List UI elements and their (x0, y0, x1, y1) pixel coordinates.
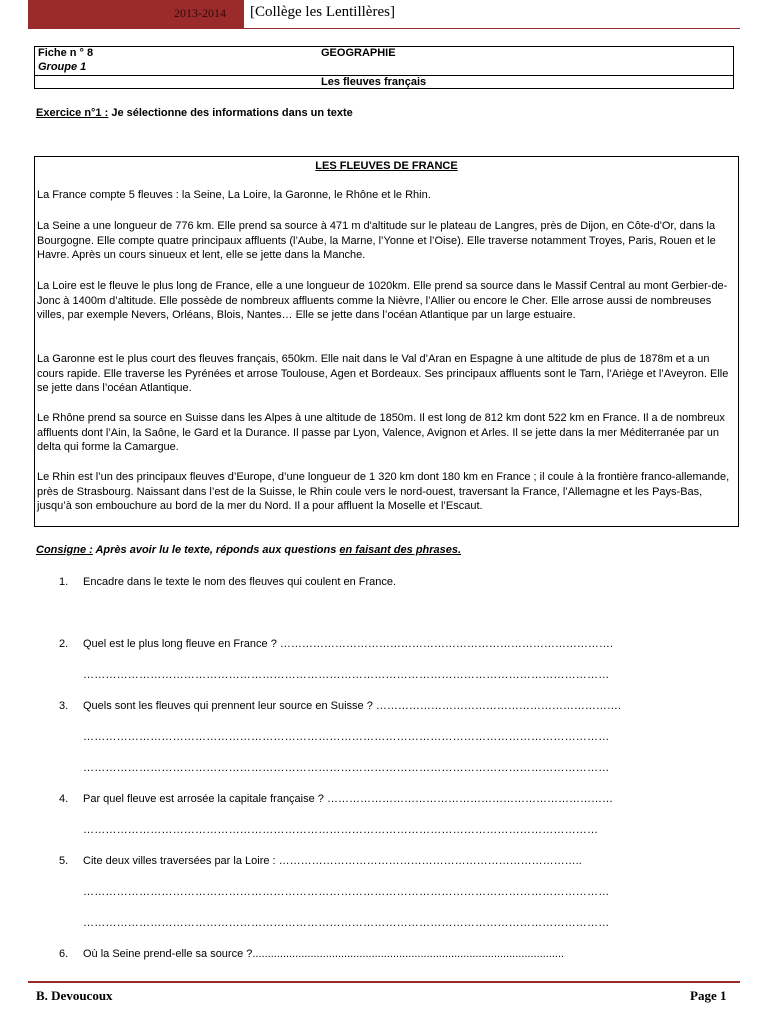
answer-line[interactable]: …………………………………………………………………………………………………………………………… (83, 917, 610, 929)
footer-author: B. Devoucoux (36, 988, 113, 1003)
instruction-text: Après avoir lu le texte, réponds aux questions (92, 544, 340, 556)
topic-title: Les fleuves français (321, 76, 427, 88)
instruction-label: Consigne : (36, 544, 93, 556)
group-label: Groupe 1 (38, 61, 87, 73)
exercise-label: Exercice n°1 : (36, 107, 109, 119)
paragraph-intro: La France compte 5 fleuves : la Seine, La Loire, la Garonne, le Rhône et le Rhin. (37, 189, 431, 201)
question-text[interactable]: Par quel fleuve est arrosée la capitale française ? …………………………………………………………………… (83, 793, 613, 805)
school-year: 2013-2014 (174, 6, 226, 20)
answer-line[interactable]: …………………………………………………………………………………………………………………………… (83, 731, 610, 743)
question-number: 1. (59, 576, 69, 588)
instruction-emphasis: en faisant des phrases. (339, 544, 462, 556)
paragraph-seine: La Seine a une longueur de 776 km. Elle prend sa source à 471 m d'altitude sur le plateau de Langres, près de Dijon, en Côte-d'Or, dans la Bourgogne. Elle compte quatre principaux affluents (l’Aube, la Marne, l’Yonne et l’Oise). Elle traverse notamment Troyes, Paris, Rouen et le Havre. Après un cours sinueux et lent, elle se jette dans la Manche. (37, 220, 716, 262)
reading-text-box (34, 156, 739, 527)
question-number: 3. (59, 700, 69, 712)
exercise-heading (36, 107, 353, 119)
footer-page-number: Page 1 (690, 988, 727, 1003)
answer-line[interactable]: …………………………………………………………………………………………………………………………… (83, 762, 610, 774)
paragraph-garonne: La Garonne est le plus court des fleuves français, 650km. Elle nait dans le Val d’Aran en Espagne à une altitude de plus de 1878m et a un cours rapide. Elle traverse les Pyrénées et arrose Toulouse, Agen et Bordeaux. Ses principaux affluents sont le Tarn, l’Ariège et l’Aveyron. Elle se jette dans l’océan Atlantique. (37, 353, 729, 395)
question-number: 2. (59, 638, 69, 650)
instruction (36, 544, 461, 556)
question-number: 6. (59, 948, 69, 960)
answer-line[interactable]: ………………………………………………………………………………………………………………………… (83, 824, 599, 836)
question-text: Encadre dans le texte le nom des fleuves qui coulent en France. (83, 576, 397, 588)
paragraph-rhin: Le Rhin est l’un des principaux fleuves d’Europe, d’une longueur de 1 320 km dont 180 km en France ; il coule à la frontière franco-allemande, près de Strasbourg. Naissant dans l’est de la Suisse, le Rhin coule vers le nord-ouest, traversant la France, l’Allemagne et les Pays-Bas, jusqu’à son embouchure au bord de la mer du Nord. Il a pour affluent la Moselle et l’Escaut. (37, 471, 730, 513)
question-number: 4. (59, 793, 69, 805)
school-name: [Collège les Lentillères] (250, 4, 395, 20)
fiche-number: Fiche n ° 8 (38, 47, 94, 59)
question-text[interactable]: Quel est le plus long fleuve en France ? ………………………………………………………………………………. (83, 638, 613, 650)
exercise-title: Je sélectionne des informations dans un texte (108, 107, 353, 119)
paragraph-loire: La Loire est le fleuve le plus long de France, elle a une longueur de 1020km. Elle prend sa source dans le Massif Central au mont Gerbier-de-Jonc à 1400m d’altitude. Elle possède de nombreux affluents comme la Nièvre, l’Allier ou encore le Cher. Elle arrose aussi de nombreuses villes, par exemple Nevers, Orléans, Blois, Nantes… Elle se jette dans l’océan Atlantique par un large estuaire. (37, 280, 728, 322)
question-text[interactable]: Où la Seine prend-elle sa source ?...................................................................................................... (83, 948, 565, 960)
question-number: 5. (59, 855, 69, 867)
header-rule (28, 28, 740, 29)
paragraph-rhone: Le Rhône prend sa source en Suisse dans les Alpes à une altitude de 1850m. Il est long de 812 km dont 522 km en France. Il a de nombreux affluents dont l’Ain, la Saône, le Gard et la Durance. Il passe par Lyon, Valence, Avignon et Arles. Il se jette dans la mer Méditerranée par un delta qui forme la Camargue. (37, 412, 725, 454)
footer-rule (28, 981, 740, 983)
answer-line[interactable]: …………………………………………………………………………………………………………………………… (83, 669, 610, 681)
answer-line[interactable]: …………………………………………………………………………………………………………………………… (83, 886, 610, 898)
reading-title: LES FLEUVES DE FRANCE (315, 160, 458, 172)
question-text[interactable]: Quels sont les fleuves qui prennent leur source en Suisse ? …………………………………………………………. (83, 700, 621, 712)
worksheet-info-box (34, 46, 734, 89)
subject-title: GEOGRAPHIE (321, 47, 396, 59)
question-text[interactable]: Cite deux villes traversées par la Loire : ……………………………………………………………………….. (83, 855, 582, 867)
